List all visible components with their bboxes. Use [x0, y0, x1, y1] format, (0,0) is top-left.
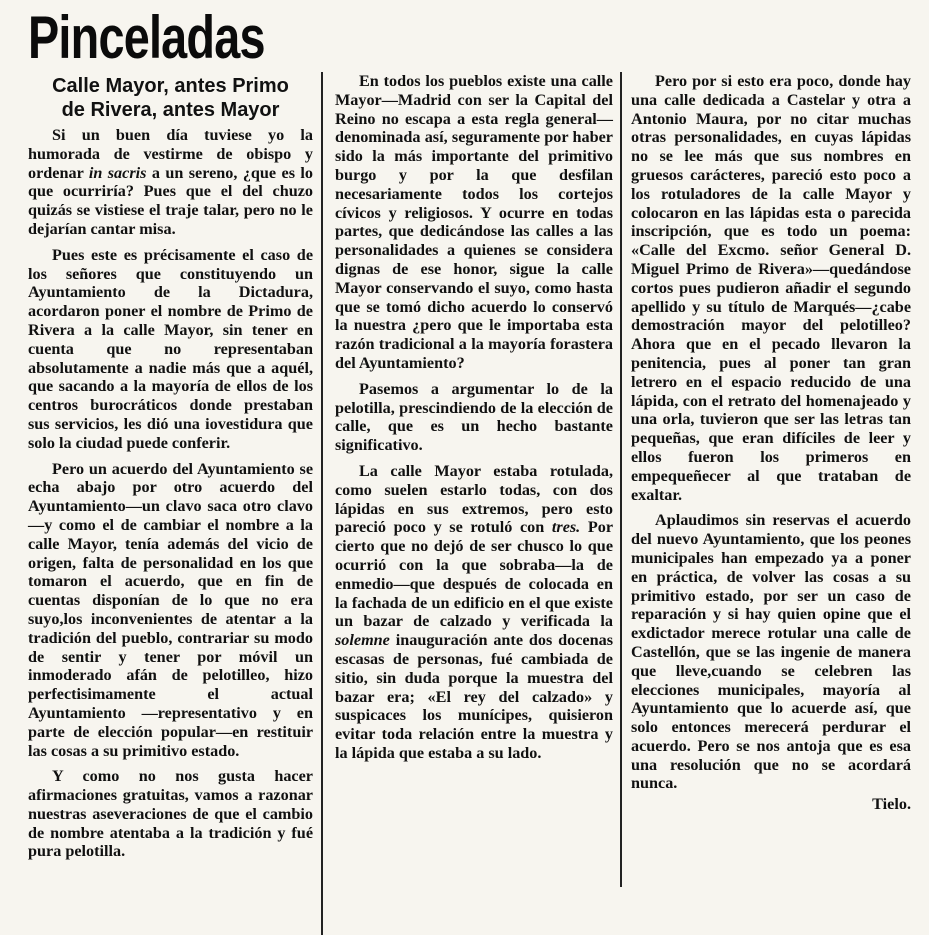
article-column-3	[631, 72, 911, 814]
paragraph: En todos los pueblos existe una calle Mayor—Madrid con ser la Capital del Reino no escapa a esta regla general—denominada así, seguramente por haber sido la más importante del primitivo burgo y por la que desfilan necesariamente todos los cortejos cívicos y religiosos. Y ocurre en todas partes, que dedicándose las calles a las personalidades a quienes se considera dignas de ese honor, sigue la calle Mayor conservando el suyo, como hasta que se tomó dicho acuerdo lo conservó la nuestra ¿pero que le importaba esta razón tradicional a la mayoría forastera del Ayuntamiento?	[335, 72, 613, 372]
column-rule-right	[620, 72, 622, 887]
article-column-2	[335, 72, 613, 763]
paragraph: Pero un acuerdo del Ayuntamiento se echa abajo por otro acuerdo del Ayuntamiento—un clavo saca otro clavo—y como el de cambiar el nombre a la calle Mayor, tenía además del vicio de origen, falta de personalidad en los que tomaron el acuerdo, que en fin de cuentas disponían de lo que no era suyo,los inconvenientes de atentar a la tradición del pueblo, contrariar su modo de sentir y tener por móvil un inmoderado afán de pelotilleo, hizo perfectisimamente el actual Ayuntamiento —representativo y en parte de elección popular—en restituir las cosas a su primitivo estado.	[28, 459, 313, 760]
column-rule-left	[321, 72, 323, 935]
paragraph: Pues este es précisamente el caso de los señores que constituyendo un Ayuntamiento de la Dictadura, acordaron poner el nombre de Primo de Rivera a la calle Mayor, sin tener en cuenta que no representaban absolutamente a nadie más que a aquél, que sacando a la mayoría de ellos de los centros burocráticos donde prestaban sus servicios, les dió una iovestidura que solo la ciudad puede conferir.	[28, 245, 313, 452]
author-signature: Tielo.	[872, 795, 911, 814]
subtitle-line-2: de Rivera, antes Mayor	[61, 99, 280, 121]
paragraph: Pasemos a argumentar lo de la pelotilla, prescindiendo de la elección de calle, que es un hecho bastante significativo.	[335, 379, 613, 455]
paragraph: Aplaudimos sin reservas el acuerdo del nuevo Ayuntamiento, que los peones municipales han empezado ya a poner en práctica, de volver las cosas a su primitivo estado, por ser un caso de reparación y si hay quien opine que el exdictador merece rotular una calle de Castellón, que se las ingenie de manera que lleve,cuando se celebren las elecciones municipales, mayoría al Ayuntamiento que lo acuerde así, que solo entonces merecerá perdurar el acuerdo. Pero se nos antoja que es esa una resolución que no se acordará nunca.	[631, 511, 911, 793]
article-subtitle	[28, 72, 313, 122]
paragraph: Si un buen día tuviese yo la humorada de vestirme de obispo y ordenar in sacris a un sereno, ¿que es lo que ocurriría? Pues que el del chuzo quizás se vistiese el traje talar, pero no le dejarían cantar misa.	[28, 126, 313, 238]
paragraph: La calle Mayor estaba rotulada, como suelen estarlo todas, con dos lápidas en sus extremos, pero esto pareció poco y se rotuló con tres. Por cierto que no dejó de ser chusco lo que ocurrió con la que sobraba—la de enmedio—que después de colocada en la fachada de un edificio en el que existe un bazar de calzado y verificada la solemne inauguración ante dos docenas escasas de personas, fué cambiada de sitio, sin duda porque la muestra del bazar era; «El rey del calzado» y suspicaces los munícipes, quisieron evitar toda relación entre la muestra y la lápida que estaba a su lado.	[335, 461, 614, 762]
paragraph: Y como no nos gusta hacer afirmaciones gratuitas, vamos a razonar nuestras aseveraciones de que el cambio de nombre atentaba a la tradición y fué pura pelotilla.	[28, 767, 313, 861]
paragraph: Pero por si esto era poco, donde hay una calle dedicada a Castelar y otra a Antonio Maura, por no citar muchas otras personalidades, en cuyas lápidas no se lee más que sus nombres en gruesos carácteres, pareció esto poco a los rotuladores de la calle Mayor y colocaron en las lápidas esta o parecida inscripción, que es todo un poema: «Calle del Excmo. señor General D. Miguel Primo de Rivera»—quedándose cortos pues pudieron añadir el segundo apellido y su título de Marqués—¿cabe demostración mayor del pelotilleo? Ahora que en el pecado llevaron la penitencia, pues al poner tan gran letrero en el espacio reducido de una lápida, con el retrato del homenajeado y una orla, tuvieron que ser las letras tan pequeñas, que eran difíciles de leer y ellos fueron los primeros en empequeñecer al que trataban de exaltar.	[631, 72, 911, 504]
article-headline: Pinceladas	[28, 4, 265, 71]
subtitle-line-1: Calle Mayor, antes Primo	[52, 75, 289, 97]
article-column-1	[28, 72, 313, 861]
